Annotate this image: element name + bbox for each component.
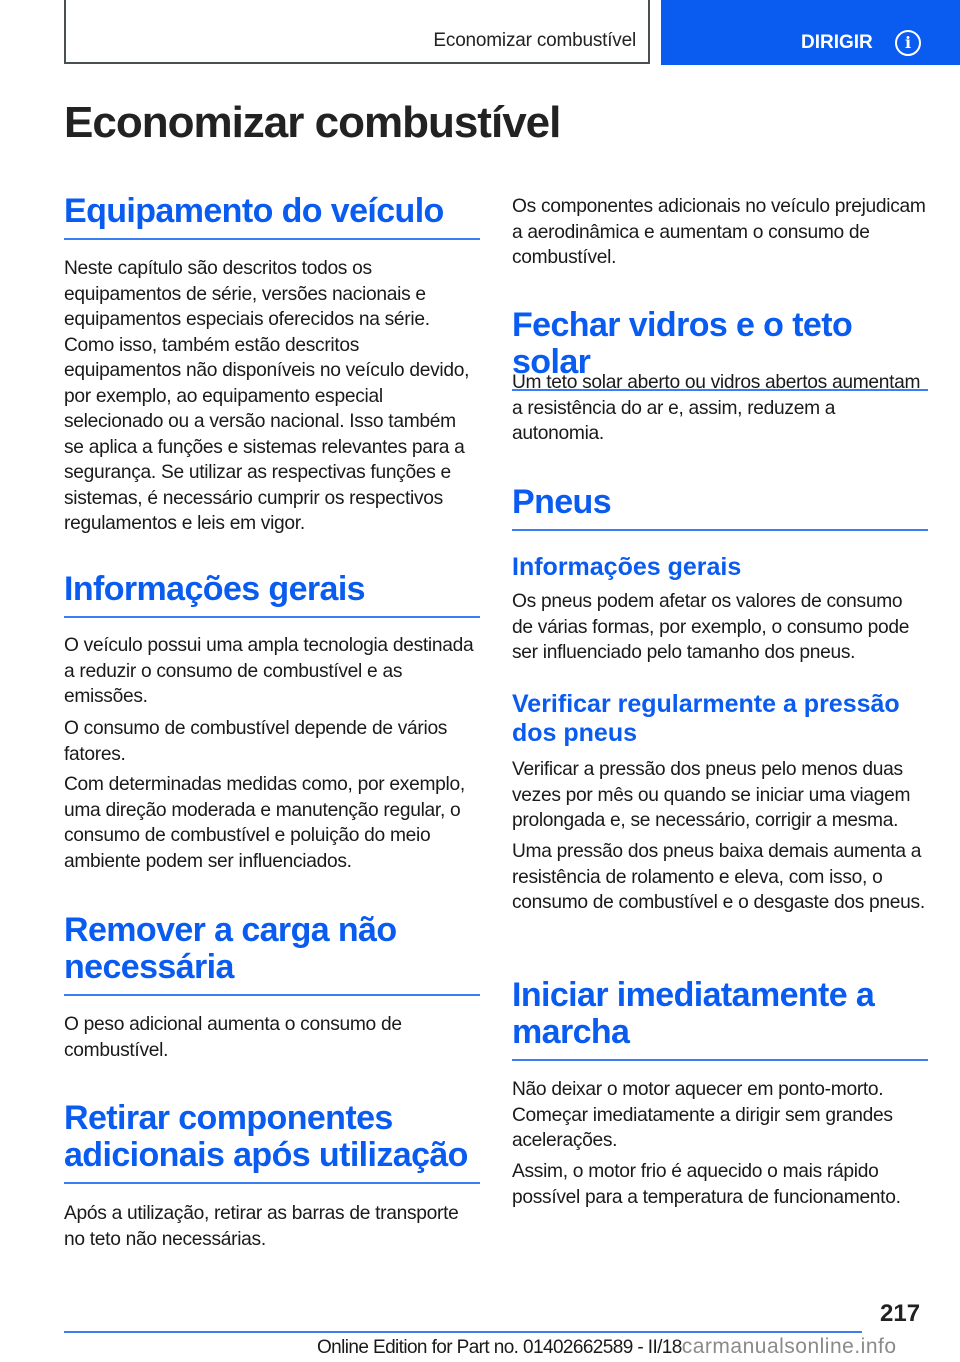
paragraph: O peso adicional aumenta o consumo de combustível. [64,1014,402,1061]
edition-text: Online Edition for Part no. 01402662589 - II/18 [317,1337,682,1358]
footer-edition [317,1335,897,1359]
chapter-label: DIRIGIR [801,32,873,53]
heading-equipamento: Equipamento do veículo [64,193,480,240]
heading-iniciar-marcha: Iniciar imediatamente a marcha [512,977,928,1061]
paragraph: Verificar a pressão dos pneus pelo menos duas vezes por mês ou quando se iniciar uma viagem prolongada e, se necessário, corrigir a mesma. [512,759,911,831]
chapter-tab[interactable] [661,0,960,65]
heading-pneus: Pneus [512,484,928,531]
subheading-verificar-pressao: Verificar regularmente a pressão dos pneus [512,690,900,747]
paragraph: Os pneus podem afetar os valores de consumo de várias formas, por exemplo, o consumo pode ser influenciado pelo tamanho dos pneus. [512,591,910,663]
paragraph: Assim, o motor frio é aquecido o mais rápido possível para a temperatura de funcionamento. [512,1161,901,1208]
paragraph: Os componentes adicionais no veículo prejudicam a aerodinâmica e aumentam o consumo de combustível. [512,196,926,268]
heading-remover-carga: Remover a carga não necessária [64,912,480,996]
footer-divider [64,1331,862,1333]
heading-informacoes-gerais: Informações gerais [64,571,480,618]
info-icon: i [895,30,921,56]
paragraph: Não deixar o motor aquecer em ponto-morto. Começar imediatamente a dirigir sem grandes acelerações. [512,1079,893,1151]
heading-retirar-componentes: Retirar componentes adicionais após utilização [64,1100,480,1184]
heading-fechar-vidros: Fechar vidros e o teto solar [512,307,928,391]
paragraph: Neste capítulo são descritos todos os equipamentos de série, versões nacionais e equipamentos especiais oferecidos na série. Como isso, também estão descritos equipamentos não disponíveis no veículo devido, por exemplo, ao equipamento especial selecionado ou a versão nacional. Isso também se aplica a funções e sistemas relevantes para a segurança. Se utilizar as respectivas funções e sistemas, é necessário cumprir os respectivos regulamentos e leis em vigor. [64,258,470,534]
watermark: carmanualsonline.info [681,1335,897,1358]
page-title: Economizar combustível [64,98,561,147]
running-header-title: Economizar combustível [433,30,636,51]
paragraph: Uma pressão dos pneus baixa demais aumenta a resistência de rolamento e eleva, com isso, o consumo de combustível e o desgaste dos pneus. [512,841,925,913]
running-header-box [64,0,650,64]
subheading-informacoes-gerais: Informações gerais [512,553,742,581]
page-number: 217 [880,1300,921,1327]
paragraph: Com determinadas medidas como, por exemplo, uma direção moderada e manutenção regular, o consumo de combustível e poluição do meio ambiente podem ser influenciados. [64,774,465,872]
paragraph: O consumo de combustível depende de vários fatores. [64,718,448,765]
paragraph: Um teto solar aberto ou vidros abertos aumentam a resistência do ar e, assim, reduzem a autonomia. [512,372,921,444]
paragraph: O veículo possui uma ampla tecnologia destinada a reduzir o consumo de combustível e as emissões. [64,635,474,707]
paragraph: Após a utilização, retirar as barras de transporte no teto não necessárias. [64,1203,459,1250]
